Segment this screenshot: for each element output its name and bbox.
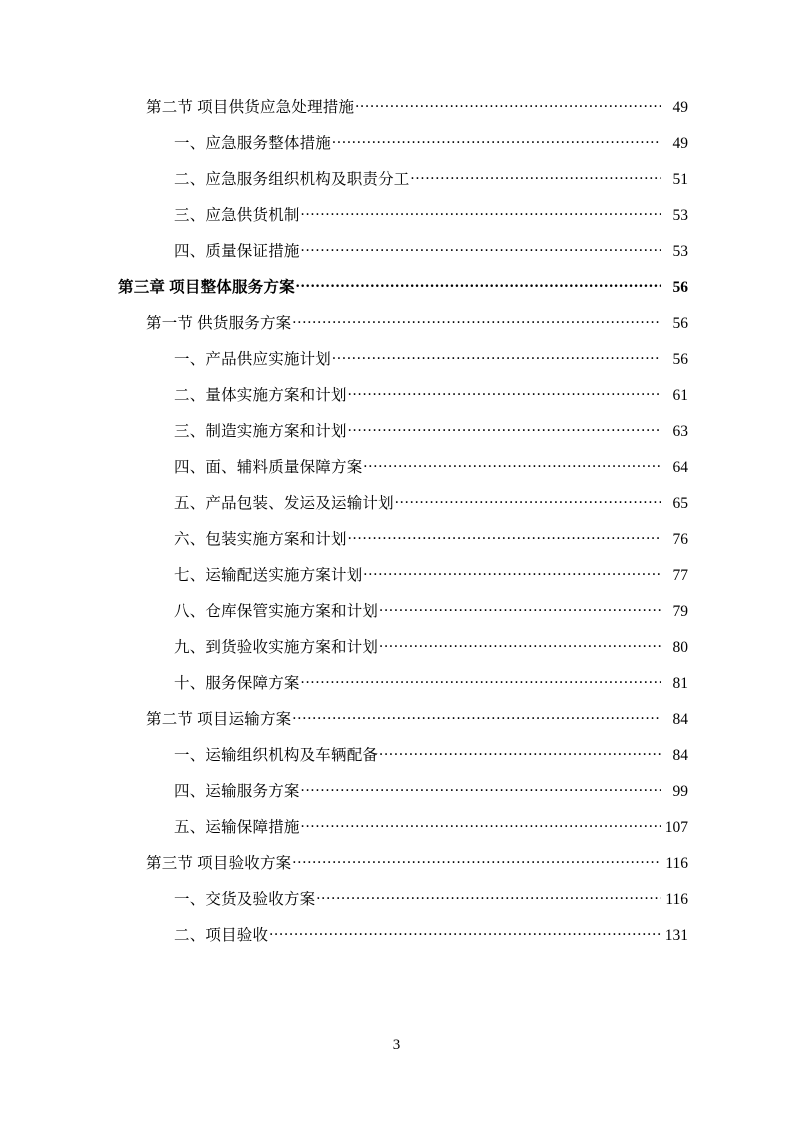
toc-entry[interactable] [118, 852, 688, 888]
toc-entry-page: 116 [665, 890, 688, 908]
toc-entry[interactable] [118, 816, 688, 852]
toc-leader-dots [363, 564, 661, 580]
toc-entry-label: 七、运输配送实施方案计划 [174, 566, 363, 584]
toc-entry-page: 80 [672, 638, 688, 656]
toc-entry-label: 四、面、辅料质量保障方案 [174, 458, 363, 476]
toc-entry[interactable] [118, 672, 688, 708]
toc-entry[interactable] [118, 744, 688, 780]
toc-entry[interactable] [118, 528, 688, 564]
toc-entry-label: 八、仓库保管实施方案和计划 [174, 602, 379, 620]
toc-entry-page: 61 [672, 386, 688, 404]
toc-entry-label: 四、质量保证措施 [174, 242, 300, 260]
toc-entry[interactable] [118, 888, 688, 924]
toc-leader-dots [316, 888, 661, 904]
toc-entry-label: 第三章 项目整体服务方案 [118, 278, 295, 296]
toc-leader-dots [301, 672, 661, 688]
toc-entry-label: 第二节 项目运输方案 [146, 710, 292, 728]
toc-leader-dots [332, 348, 661, 364]
toc-leader-dots [301, 240, 661, 256]
toc-entry[interactable] [118, 924, 688, 960]
toc-entry[interactable] [118, 564, 688, 600]
toc-entry[interactable] [118, 708, 688, 744]
toc-entry-page: 131 [664, 926, 688, 944]
toc-entry-label: 二、项目验收 [174, 926, 269, 944]
toc-entry-label: 五、运输保障措施 [174, 818, 300, 836]
toc-entry[interactable] [118, 420, 688, 456]
toc-entry-label: 三、应急供货机制 [174, 206, 300, 224]
toc-entry[interactable] [118, 96, 688, 132]
toc-entry-label: 一、应急服务整体措施 [174, 134, 332, 152]
toc-entry-label: 五、产品包装、发运及运输计划 [174, 494, 394, 512]
toc-entry-label: 二、应急服务组织机构及职责分工 [174, 170, 410, 188]
toc-entry[interactable] [118, 456, 688, 492]
toc-leader-dots [355, 96, 661, 112]
toc-leader-dots [269, 924, 661, 940]
toc-entry-page: 65 [672, 494, 688, 512]
toc-entry-label: 一、运输组织机构及车辆配备 [174, 746, 379, 764]
toc-leader-dots [292, 312, 661, 328]
toc-leader-dots [379, 600, 661, 616]
toc-entry-label: 第一节 供货服务方案 [146, 314, 292, 332]
toc-entry-page: 81 [672, 674, 688, 692]
toc-entry-label: 二、量体实施方案和计划 [174, 386, 347, 404]
toc-entry-label: 十、服务保障方案 [174, 674, 300, 692]
toc-leader-dots [301, 204, 661, 220]
toc-entry-label: 三、制造实施方案和计划 [174, 422, 347, 440]
page-number: 3 [392, 1037, 401, 1053]
toc-leader-dots [292, 852, 661, 868]
toc-entry[interactable] [118, 240, 688, 276]
toc-entry-page: 53 [672, 242, 688, 260]
toc-entry[interactable] [118, 132, 688, 168]
toc-entry[interactable] [118, 312, 688, 348]
toc-leader-dots [301, 816, 661, 832]
table-of-contents [118, 96, 688, 960]
toc-entry-page: 77 [672, 566, 688, 584]
toc-leader-dots [379, 744, 661, 760]
toc-entry-label: 第三节 项目验收方案 [146, 854, 292, 872]
toc-entry-page: 56 [672, 350, 688, 368]
toc-entry-page: 76 [672, 530, 688, 548]
toc-leader-dots [348, 384, 661, 400]
toc-entry-page: 49 [672, 134, 688, 152]
toc-entry-page: 51 [672, 170, 688, 188]
toc-leader-dots [411, 168, 661, 184]
toc-leader-dots [296, 276, 661, 292]
toc-entry-page: 84 [672, 710, 688, 728]
toc-entry-page: 107 [664, 818, 688, 836]
toc-entry[interactable] [118, 780, 688, 816]
toc-entry-page: 84 [672, 746, 688, 764]
toc-entry[interactable] [118, 348, 688, 384]
toc-entry-page: 53 [672, 206, 688, 224]
toc-entry[interactable] [118, 636, 688, 672]
toc-leader-dots [348, 528, 661, 544]
toc-entry-label: 第二节 项目供货应急处理措施 [146, 98, 355, 116]
toc-entry-page: 116 [665, 854, 688, 872]
toc-leader-dots [292, 708, 661, 724]
toc-entry[interactable] [118, 204, 688, 240]
toc-entry-label: 四、运输服务方案 [174, 782, 300, 800]
toc-entry-page: 63 [672, 422, 688, 440]
toc-entry-page: 49 [672, 98, 688, 116]
toc-entry-page: 99 [672, 782, 688, 800]
toc-leader-dots [395, 492, 661, 508]
toc-entry[interactable] [118, 492, 688, 528]
toc-entry-label: 一、交货及验收方案 [174, 890, 316, 908]
toc-entry[interactable] [118, 384, 688, 420]
toc-leader-dots [348, 420, 661, 436]
toc-entry-label: 一、产品供应实施计划 [174, 350, 332, 368]
toc-entry-page: 64 [672, 458, 688, 476]
toc-entry-label: 九、到货验收实施方案和计划 [174, 638, 379, 656]
toc-leader-dots [301, 780, 661, 796]
toc-entry[interactable] [118, 168, 688, 204]
toc-entry-label: 六、包装实施方案和计划 [174, 530, 347, 548]
toc-leader-dots [363, 456, 661, 472]
toc-leader-dots [379, 636, 661, 652]
toc-entry[interactable] [118, 276, 688, 312]
toc-entry[interactable] [118, 600, 688, 636]
toc-entry-page: 56 [672, 278, 688, 296]
toc-entry-page: 79 [672, 602, 688, 620]
toc-leader-dots [332, 132, 661, 148]
toc-entry-page: 56 [672, 314, 688, 332]
